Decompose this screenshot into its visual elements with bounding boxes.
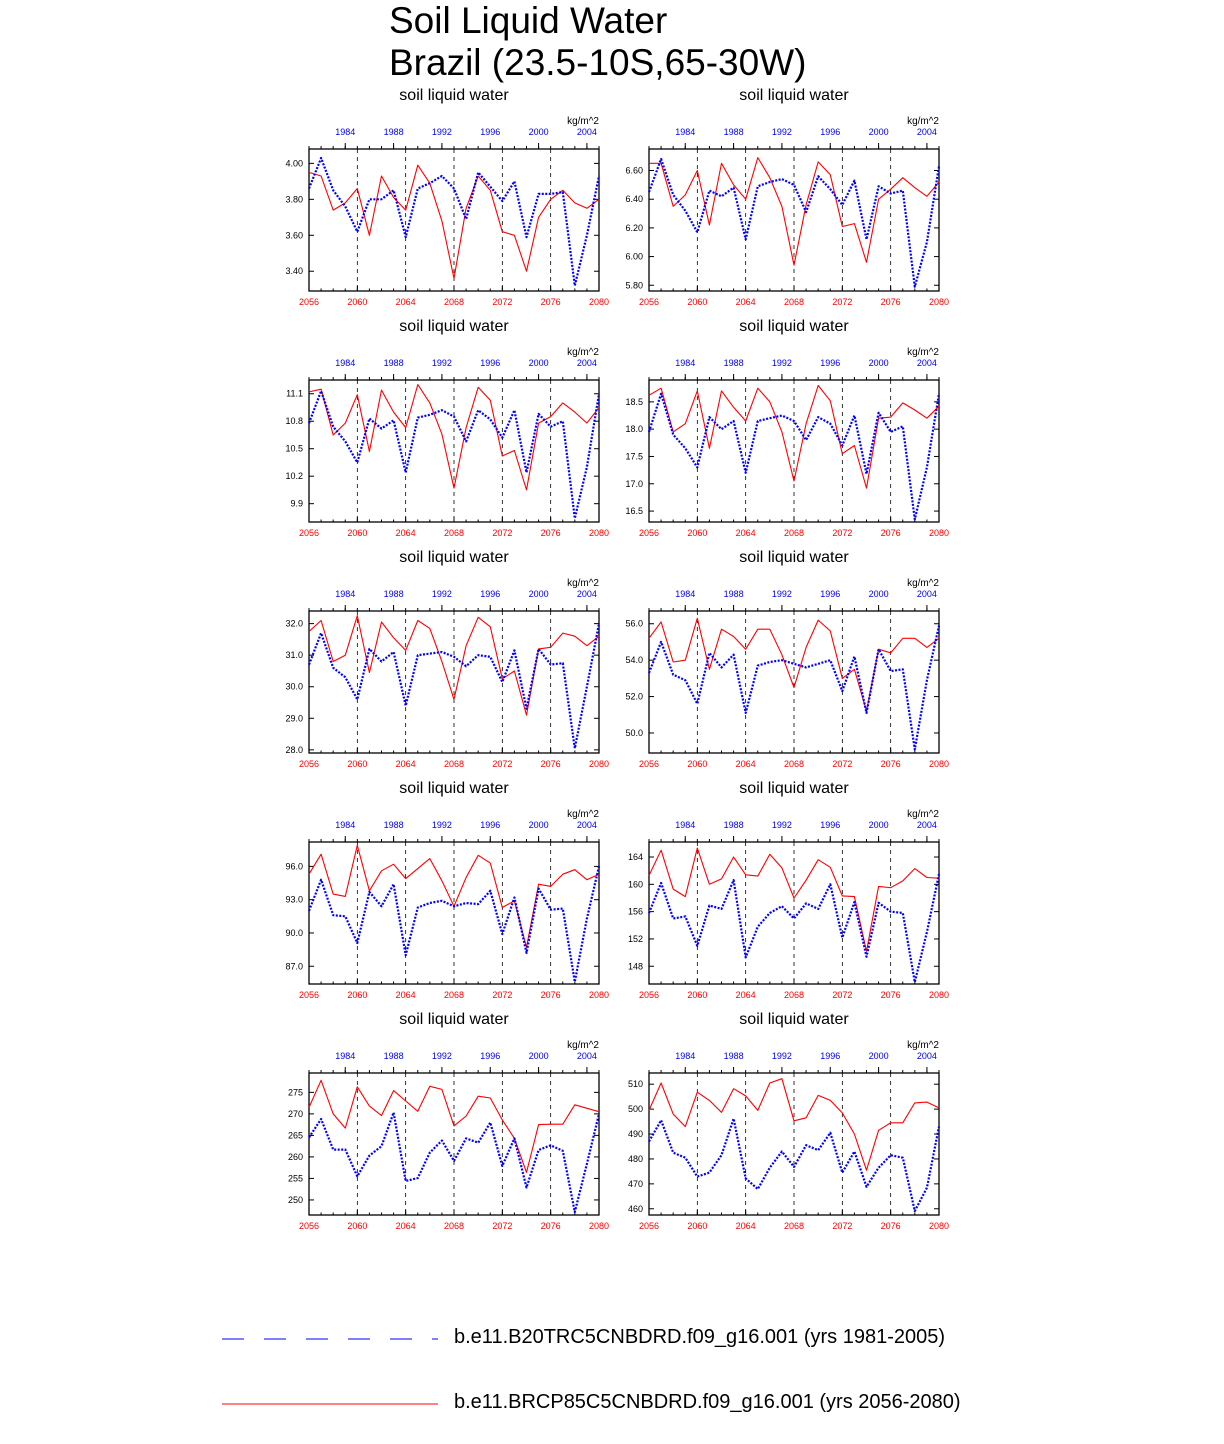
x-bottom-tick-label: 2076 (880, 759, 901, 769)
x-top-tick-label: 2000 (528, 1051, 549, 1061)
units-label: kg/m^2 (567, 809, 599, 820)
x-bottom-tick-label: 2076 (540, 528, 561, 538)
x-top-tick-label: 2004 (916, 820, 937, 830)
y-tick-label: 54.0 (625, 655, 643, 666)
panel-title: soil liquid water (739, 549, 849, 566)
x-bottom-tick-label: 2064 (395, 759, 416, 769)
future-series-line (649, 618, 939, 711)
x-bottom-tick-label: 2072 (832, 990, 853, 1000)
figure-title-line-1: Soil Liquid Water (389, 0, 668, 41)
x-top-tick-label: 1984 (675, 358, 696, 368)
x-bottom-tick-label: 2068 (783, 990, 805, 1000)
x-bottom-tick-label: 2068 (443, 990, 465, 1000)
chart-panel-1 (249, 84, 609, 314)
x-bottom-tick-label: 2060 (687, 759, 708, 769)
x-top-tick-label: 2004 (576, 820, 597, 830)
y-tick-label: 9.9 (290, 498, 303, 509)
y-tick-label: 460 (627, 1203, 643, 1214)
x-top-tick-label: 1988 (383, 358, 404, 368)
x-top-tick-label: 1992 (431, 589, 452, 599)
x-top-tick-label: 2000 (528, 589, 549, 599)
y-tick-label: 17.5 (625, 451, 643, 462)
x-bottom-tick-label: 2060 (687, 297, 708, 307)
y-tick-label: 87.0 (285, 961, 303, 972)
x-top-tick-label: 1984 (335, 820, 356, 830)
x-bottom-tick-label: 2080 (928, 759, 949, 769)
x-bottom-tick-label: 2064 (395, 297, 416, 307)
x-top-tick-label: 1992 (771, 589, 792, 599)
y-tick-label: 164 (627, 852, 643, 863)
x-top-tick-label: 1984 (675, 1051, 696, 1061)
x-bottom-tick-label: 2064 (395, 990, 416, 1000)
y-tick-label: 6.60 (625, 165, 643, 176)
x-top-tick-label: 2004 (576, 127, 597, 137)
y-tick-label: 50.0 (625, 727, 643, 738)
y-tick-label: 480 (627, 1153, 643, 1164)
y-tick-label: 96.0 (285, 861, 303, 872)
x-bottom-tick-label: 2068 (443, 297, 465, 307)
x-bottom-tick-label: 2060 (347, 528, 368, 538)
chart-panel-2 (589, 84, 949, 314)
y-tick-label: 31.0 (285, 650, 303, 661)
y-tick-label: 156 (627, 906, 643, 917)
y-tick-label: 250 (287, 1194, 303, 1205)
x-bottom-tick-label: 2068 (783, 297, 805, 307)
units-label: kg/m^2 (567, 1040, 599, 1051)
chart-panel-3 (249, 315, 609, 545)
chart-panel-10 (589, 1008, 949, 1238)
x-bottom-tick-label: 2056 (638, 759, 660, 769)
x-bottom-tick-label: 2072 (832, 528, 853, 538)
y-tick-label: 160 (627, 879, 643, 890)
x-top-tick-label: 1996 (480, 127, 501, 137)
x-bottom-tick-label: 2068 (443, 759, 465, 769)
x-top-tick-label: 2004 (916, 589, 937, 599)
x-bottom-tick-label: 2072 (492, 1221, 513, 1231)
x-top-tick-label: 1988 (723, 1051, 744, 1061)
x-top-tick-label: 1996 (820, 820, 841, 830)
x-bottom-tick-label: 2068 (443, 528, 465, 538)
units-label: kg/m^2 (567, 116, 599, 127)
x-top-tick-label: 2000 (868, 820, 889, 830)
y-tick-label: 90.0 (285, 927, 303, 938)
x-top-tick-label: 1992 (771, 820, 792, 830)
legend-label-future: b.e11.BRCP85C5CNBDRD.f09_g16.001 (yrs 2056-2080) (454, 1391, 961, 1413)
y-tick-label: 490 (627, 1129, 643, 1140)
x-bottom-tick-label: 2076 (540, 990, 561, 1000)
x-top-tick-label: 1996 (480, 1051, 501, 1061)
y-tick-label: 52.0 (625, 691, 643, 702)
x-bottom-tick-label: 2072 (492, 759, 513, 769)
x-top-tick-label: 1984 (675, 820, 696, 830)
x-top-tick-label: 1992 (771, 1051, 792, 1061)
x-bottom-tick-label: 2080 (588, 759, 609, 769)
x-bottom-tick-label: 2060 (347, 1221, 368, 1231)
x-bottom-tick-label: 2076 (880, 1221, 901, 1231)
x-bottom-tick-label: 2068 (783, 759, 805, 769)
x-top-tick-label: 1984 (335, 127, 356, 137)
x-top-tick-label: 2000 (868, 589, 889, 599)
chart-panel-7 (249, 777, 609, 1007)
panel-title: soil liquid water (739, 318, 849, 335)
x-bottom-tick-label: 2056 (638, 297, 660, 307)
x-bottom-tick-label: 2076 (880, 990, 901, 1000)
x-top-tick-label: 1988 (383, 1051, 404, 1061)
x-top-tick-label: 2000 (868, 358, 889, 368)
x-bottom-tick-label: 2080 (928, 528, 949, 538)
x-bottom-tick-label: 2072 (492, 528, 513, 538)
x-top-tick-label: 2004 (576, 1051, 597, 1061)
x-bottom-tick-label: 2064 (735, 297, 756, 307)
x-bottom-tick-label: 2056 (298, 1221, 320, 1231)
figure-title-line-2: Brazil (23.5-10S,65-30W) (389, 42, 807, 83)
x-top-tick-label: 1996 (480, 358, 501, 368)
x-top-tick-label: 1988 (383, 127, 404, 137)
x-top-tick-label: 1984 (335, 358, 356, 368)
y-tick-label: 3.40 (285, 266, 303, 277)
chart-panel-8 (589, 777, 949, 1007)
y-tick-label: 3.80 (285, 194, 303, 205)
x-bottom-tick-label: 2064 (395, 528, 416, 538)
x-bottom-tick-label: 2072 (832, 1221, 853, 1231)
x-top-tick-label: 2000 (868, 127, 889, 137)
panel-title: soil liquid water (739, 87, 849, 104)
x-bottom-tick-label: 2060 (687, 990, 708, 1000)
y-tick-label: 148 (627, 961, 643, 972)
x-bottom-tick-label: 2072 (492, 990, 513, 1000)
units-label: kg/m^2 (907, 1040, 939, 1051)
x-bottom-tick-label: 2080 (928, 990, 949, 1000)
x-top-tick-label: 2004 (576, 358, 597, 368)
x-bottom-tick-label: 2076 (540, 759, 561, 769)
x-top-tick-label: 2004 (916, 127, 937, 137)
panel-title: soil liquid water (739, 1011, 849, 1028)
x-top-tick-label: 1984 (335, 1051, 356, 1061)
x-bottom-tick-label: 2056 (298, 759, 320, 769)
x-bottom-tick-label: 2056 (298, 528, 320, 538)
chart-panel-6 (589, 546, 949, 776)
y-tick-label: 470 (627, 1178, 643, 1189)
x-top-tick-label: 1996 (480, 820, 501, 830)
y-tick-label: 10.8 (285, 416, 303, 427)
x-top-tick-label: 1988 (383, 820, 404, 830)
y-tick-label: 30.0 (285, 681, 303, 692)
y-tick-label: 6.20 (625, 222, 643, 233)
x-bottom-tick-label: 2080 (588, 297, 609, 307)
x-bottom-tick-label: 2064 (735, 990, 756, 1000)
x-bottom-tick-label: 2064 (735, 528, 756, 538)
y-tick-label: 17.0 (625, 478, 643, 489)
x-bottom-tick-label: 2080 (588, 1221, 609, 1231)
x-bottom-tick-label: 2076 (540, 1221, 561, 1231)
x-bottom-tick-label: 2080 (588, 528, 609, 538)
y-tick-label: 18.5 (625, 396, 643, 407)
x-bottom-tick-label: 2064 (735, 1221, 756, 1231)
y-tick-label: 93.0 (285, 894, 303, 905)
x-top-tick-label: 1988 (723, 358, 744, 368)
y-tick-label: 152 (627, 933, 643, 944)
x-bottom-tick-label: 2068 (443, 1221, 465, 1231)
y-tick-label: 10.5 (285, 443, 303, 454)
y-tick-label: 6.00 (625, 251, 643, 262)
panel-title: soil liquid water (399, 549, 509, 566)
legend-label-historical: b.e11.B20TRC5CNBDRD.f09_g16.001 (yrs 1981-2005) (454, 1326, 946, 1348)
x-bottom-tick-label: 2056 (638, 528, 660, 538)
x-top-tick-label: 1988 (723, 820, 744, 830)
x-bottom-tick-label: 2072 (492, 297, 513, 307)
x-top-tick-label: 1992 (431, 1051, 452, 1061)
x-bottom-tick-label: 2076 (880, 528, 901, 538)
x-top-tick-label: 2000 (528, 127, 549, 137)
x-top-tick-label: 1984 (675, 589, 696, 599)
units-label: kg/m^2 (907, 347, 939, 358)
panel-title: soil liquid water (739, 780, 849, 797)
y-tick-label: 56.0 (625, 618, 643, 629)
x-bottom-tick-label: 2068 (783, 528, 805, 538)
x-bottom-tick-label: 2056 (638, 990, 660, 1000)
y-tick-label: 275 (287, 1087, 303, 1098)
y-tick-label: 260 (287, 1151, 303, 1162)
x-top-tick-label: 2000 (868, 1051, 889, 1061)
x-top-tick-label: 1992 (431, 820, 452, 830)
y-tick-label: 3.60 (285, 230, 303, 241)
x-bottom-tick-label: 2064 (395, 1221, 416, 1231)
x-top-tick-label: 2000 (528, 358, 549, 368)
y-tick-label: 32.0 (285, 618, 303, 629)
x-bottom-tick-label: 2056 (638, 1221, 660, 1231)
y-tick-label: 16.5 (625, 506, 643, 517)
x-top-tick-label: 1996 (820, 127, 841, 137)
x-bottom-tick-label: 2060 (347, 990, 368, 1000)
x-bottom-tick-label: 2080 (928, 297, 949, 307)
x-top-tick-label: 1988 (723, 589, 744, 599)
x-top-tick-label: 1988 (723, 127, 744, 137)
y-tick-label: 28.0 (285, 744, 303, 755)
y-tick-label: 4.00 (285, 158, 303, 169)
x-top-tick-label: 2004 (916, 358, 937, 368)
y-tick-label: 500 (627, 1104, 643, 1115)
x-top-tick-label: 1992 (431, 358, 452, 368)
x-top-tick-label: 2004 (916, 1051, 937, 1061)
x-top-tick-label: 1984 (335, 589, 356, 599)
panel-title: soil liquid water (399, 780, 509, 797)
chart-panel-9 (249, 1008, 609, 1238)
x-top-tick-label: 1996 (820, 358, 841, 368)
x-bottom-tick-label: 2064 (735, 759, 756, 769)
x-top-tick-label: 1992 (771, 127, 792, 137)
y-tick-label: 18.0 (625, 424, 643, 435)
units-label: kg/m^2 (907, 116, 939, 127)
units-label: kg/m^2 (567, 578, 599, 589)
x-top-tick-label: 1988 (383, 589, 404, 599)
chart-panel-4 (589, 315, 949, 545)
x-top-tick-label: 2000 (528, 820, 549, 830)
y-tick-label: 6.40 (625, 194, 643, 205)
x-bottom-tick-label: 2060 (347, 759, 368, 769)
chart-panel-5 (249, 546, 609, 776)
y-tick-label: 11.1 (286, 388, 303, 399)
x-top-tick-label: 2004 (576, 589, 597, 599)
x-top-tick-label: 1996 (480, 589, 501, 599)
units-label: kg/m^2 (567, 347, 599, 358)
x-top-tick-label: 1984 (675, 127, 696, 137)
x-top-tick-label: 1992 (771, 358, 792, 368)
y-tick-label: 5.80 (625, 280, 643, 291)
y-tick-label: 29.0 (285, 713, 303, 724)
legend-line-dashed-blue (222, 1328, 442, 1348)
x-bottom-tick-label: 2076 (540, 297, 561, 307)
units-label: kg/m^2 (907, 809, 939, 820)
x-top-tick-label: 1996 (820, 1051, 841, 1061)
y-tick-label: 510 (627, 1079, 643, 1090)
x-bottom-tick-label: 2060 (687, 1221, 708, 1231)
y-tick-label: 10.2 (285, 471, 303, 482)
x-bottom-tick-label: 2060 (687, 528, 708, 538)
legend-line-solid-red (222, 1393, 442, 1413)
x-top-tick-label: 1992 (431, 127, 452, 137)
panel-title: soil liquid water (399, 1011, 509, 1028)
units-label: kg/m^2 (907, 578, 939, 589)
x-top-tick-label: 1996 (820, 589, 841, 599)
x-bottom-tick-label: 2056 (298, 990, 320, 1000)
panel-title: soil liquid water (399, 318, 509, 335)
x-bottom-tick-label: 2060 (347, 297, 368, 307)
x-bottom-tick-label: 2072 (832, 759, 853, 769)
x-bottom-tick-label: 2080 (928, 1221, 949, 1231)
x-bottom-tick-label: 2076 (880, 297, 901, 307)
y-tick-label: 270 (287, 1108, 303, 1119)
y-tick-label: 265 (287, 1130, 303, 1141)
x-bottom-tick-label: 2072 (832, 297, 853, 307)
x-bottom-tick-label: 2068 (783, 1221, 805, 1231)
panel-title: soil liquid water (399, 87, 509, 104)
x-bottom-tick-label: 2056 (298, 297, 320, 307)
y-tick-label: 255 (287, 1173, 303, 1184)
x-bottom-tick-label: 2080 (588, 990, 609, 1000)
